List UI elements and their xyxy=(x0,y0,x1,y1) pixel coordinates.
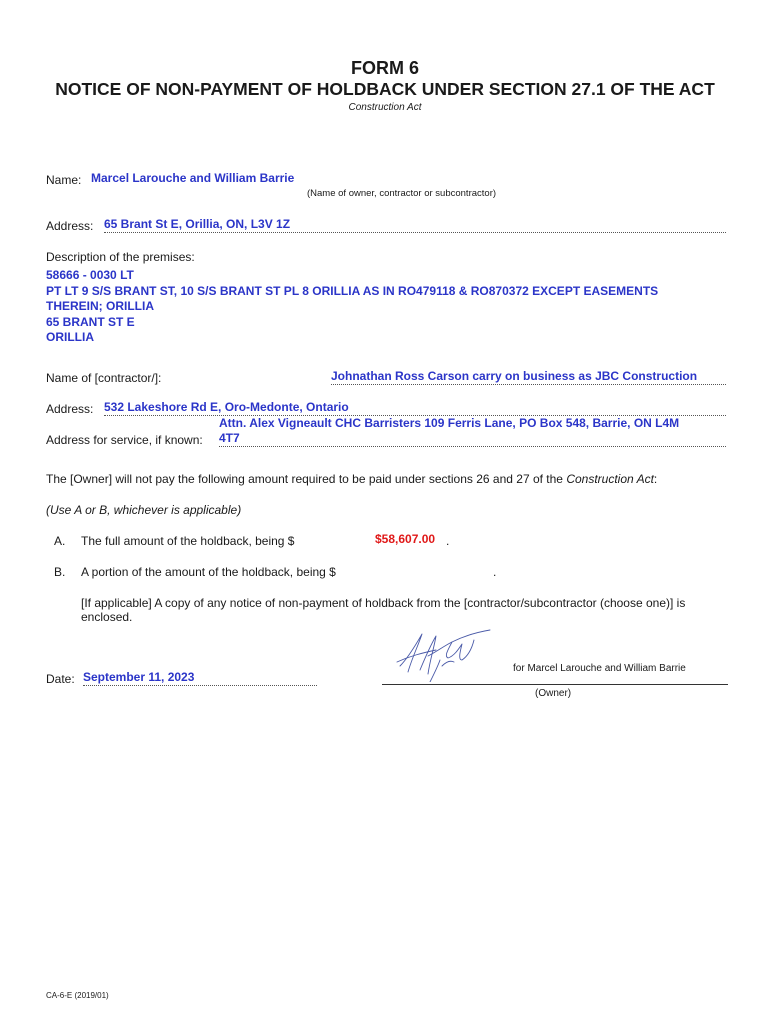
date-label: Date: xyxy=(46,672,75,686)
option-a-letter: A. xyxy=(54,534,66,548)
owner-address-field[interactable]: 65 Brant St E, Orillia, ON, L3V 1Z xyxy=(104,217,726,233)
premises-line-4[interactable]: 65 BRANT ST E xyxy=(46,315,135,329)
contractor-address-field[interactable]: 532 Lakeshore Rd E, Oro-Medonte, Ontario xyxy=(104,400,726,416)
contractor-address-label: Address: xyxy=(46,402,94,416)
service-address-line-1[interactable]: Attn. Alex Vigneault CHC Barristers 109 Ferris Lane, PO Box 548, Barrie, ON L4M xyxy=(219,416,680,430)
statement-text xyxy=(46,472,657,486)
form-title: NOTICE OF NON-PAYMENT OF HOLDBACK UNDER SECTION 27.1 OF THE ACT xyxy=(55,79,715,99)
option-b-end: . xyxy=(493,565,497,579)
premises-label: Description of the premises: xyxy=(46,250,195,264)
option-b-amount-field[interactable] xyxy=(352,563,490,578)
contractor-name-field[interactable]: Johnathan Ross Carson carry on business as JBC Construction xyxy=(331,369,726,385)
contractor-name-label: Name of [contractor/]: xyxy=(46,371,162,385)
option-a-text: The full amount of the holdback, being $ xyxy=(81,534,295,548)
statement-prefix: The [Owner] will not pay the following amount required to be paid under sections 26 and 27 of the xyxy=(46,472,567,486)
instruction-text: (Use A or B, whichever is applicable) xyxy=(46,503,242,517)
form-subtitle: Construction Act xyxy=(348,102,422,113)
form-number: FORM 6 xyxy=(350,58,419,78)
option-b-text: A portion of the amount of the holdback, being $ xyxy=(81,565,336,579)
owner-name-hint: (Name of owner, contractor or subcontractor) xyxy=(307,188,497,199)
enclosure-line-2: enclosed. xyxy=(81,610,133,624)
premises-line-5[interactable]: ORILLIA xyxy=(46,330,94,344)
signed-for-text: for Marcel Larouche and William Barrie xyxy=(513,663,686,674)
statement-act-name: Construction Act xyxy=(566,472,654,486)
option-b-letter: B. xyxy=(54,565,66,579)
service-address-label: Address for service, if known: xyxy=(46,433,203,447)
premises-line-1[interactable]: 58666 - 0030 LT xyxy=(46,268,134,282)
premises-line-2[interactable]: PT LT 9 S/S BRANT ST, 10 S/S BRANT ST PL 8 ORILLIA AS IN RO479118 & RO870372 EXCEPT EASEMENTS xyxy=(46,284,659,298)
date-field[interactable]: September 11, 2023 xyxy=(83,670,317,686)
signer-role: (Owner) xyxy=(535,688,572,699)
owner-address-label: Address: xyxy=(46,219,94,233)
form-code: CA-6-E (2019/01) xyxy=(46,991,109,1000)
enclosure-line-1: [If applicable] A copy of any notice of non-payment of holdback from the [contractor/subcontractor (choose one)] is xyxy=(81,596,686,610)
owner-name-label: Name: xyxy=(46,173,82,187)
signature-line xyxy=(382,684,728,685)
signature-image xyxy=(392,626,492,682)
owner-name-field[interactable]: Marcel Larouche and William Barrie xyxy=(91,171,295,185)
premises-line-3[interactable]: THEREIN; ORILLIA xyxy=(46,299,154,313)
option-a-end: . xyxy=(446,534,450,548)
statement-suffix: : xyxy=(653,472,658,486)
service-address-line-2[interactable]: 4T7 xyxy=(219,431,726,447)
option-a-amount[interactable]: $58,607.00 xyxy=(375,532,436,546)
